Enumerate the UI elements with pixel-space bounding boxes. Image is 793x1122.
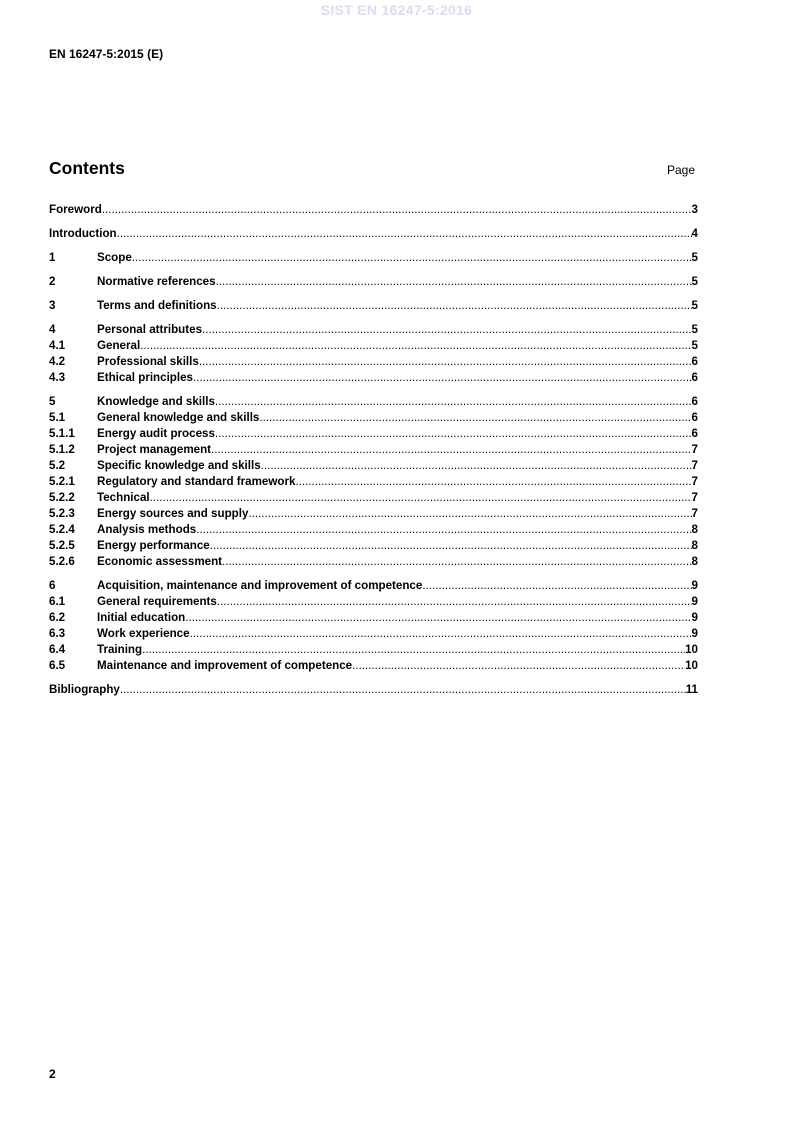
toc-number: 4.3 — [49, 371, 66, 384]
toc-title: Economic assessment — [97, 555, 223, 568]
toc-entry[interactable] — [49, 370, 698, 386]
toc-number: 5.2.5 — [49, 539, 75, 552]
toc-entry[interactable] — [49, 394, 698, 410]
toc-number: 4.1 — [49, 339, 66, 352]
toc-title: Training — [97, 643, 143, 656]
toc-title: Regulatory and standard framework — [97, 475, 296, 488]
toc-number: 2 — [49, 275, 56, 288]
toc-number: 5.1.1 — [49, 427, 75, 440]
toc-title: Initial education — [97, 611, 186, 624]
toc-page: 5 — [691, 251, 698, 264]
toc-title: Energy sources and supply — [97, 507, 249, 520]
toc-number: 5.2 — [49, 459, 66, 472]
toc-entry[interactable] — [49, 626, 698, 642]
toc-page: 9 — [691, 579, 698, 592]
toc-number: 3 — [49, 299, 56, 312]
toc-page: 8 — [691, 555, 698, 568]
toc-title: General — [97, 339, 141, 352]
toc-page: 6 — [691, 411, 698, 424]
toc-entry[interactable] — [49, 490, 698, 506]
toc-entry[interactable] — [49, 578, 698, 594]
toc-page: 5 — [691, 275, 698, 288]
toc-page: 7 — [691, 491, 698, 504]
toc-number: 5 — [49, 395, 56, 408]
toc-title: Technical — [97, 491, 150, 504]
page-column-label: Page — [667, 163, 696, 177]
toc-number: 6.3 — [49, 627, 66, 640]
toc-entry[interactable] — [49, 554, 698, 570]
toc-entry[interactable] — [49, 442, 698, 458]
toc-title: Foreword — [49, 203, 102, 216]
toc-entry[interactable] — [49, 682, 698, 698]
toc-number: 6.1 — [49, 595, 66, 608]
toc-page: 3 — [691, 203, 698, 216]
watermark: SIST EN 16247-5:2016 — [320, 2, 473, 18]
toc-entry[interactable] — [49, 458, 698, 474]
toc-page: 9 — [691, 611, 698, 624]
toc-page: 9 — [691, 595, 698, 608]
toc-number: 6.5 — [49, 659, 66, 672]
toc-title: Ethical principles — [97, 371, 193, 384]
toc-title: Energy audit process — [97, 427, 215, 440]
toc-entry[interactable] — [49, 202, 698, 218]
toc-title: Analysis methods — [97, 523, 197, 536]
toc-page: 7 — [691, 459, 698, 472]
toc-page: 6 — [691, 371, 698, 384]
toc-title: Knowledge and skills — [97, 395, 215, 408]
toc-entry[interactable] — [49, 474, 698, 490]
toc-title: General requirements — [97, 595, 217, 608]
toc-entry[interactable] — [49, 658, 698, 674]
toc-page: 7 — [691, 443, 698, 456]
toc-title: Scope — [97, 251, 132, 264]
toc-page: 7 — [691, 475, 698, 488]
toc-title: Professional skills — [97, 355, 199, 368]
toc-entry[interactable] — [49, 538, 698, 554]
toc-page: 5 — [691, 299, 698, 312]
toc-page: 4 — [691, 227, 698, 240]
toc-entry[interactable] — [49, 642, 698, 658]
toc-entry[interactable] — [49, 298, 698, 314]
footer-page-number: 2 — [49, 1067, 56, 1081]
toc-title: Project management — [97, 443, 212, 456]
toc-entry[interactable] — [49, 338, 698, 354]
toc-title: Energy performance — [97, 539, 210, 552]
toc-entry[interactable] — [49, 610, 698, 626]
toc-title: General knowledge and skills — [97, 411, 260, 424]
toc-page: 8 — [691, 523, 698, 536]
toc-number: 5.1 — [49, 411, 66, 424]
toc-number: 1 — [49, 251, 56, 264]
document-id: EN 16247-5:2015 (E) — [49, 47, 164, 61]
toc-page: 5 — [691, 323, 698, 336]
toc-number: 6.4 — [49, 643, 66, 656]
toc-page: 5 — [691, 339, 698, 352]
toc-number: 5.2.3 — [49, 507, 75, 520]
toc-title: Bibliography — [49, 683, 120, 696]
toc-number: 4.2 — [49, 355, 66, 368]
toc-page: 6 — [691, 427, 698, 440]
toc-number: 5.2.4 — [49, 523, 75, 536]
toc-page: 10 — [685, 659, 698, 672]
toc-entry[interactable] — [49, 226, 698, 242]
toc-title: Specific knowledge and skills — [97, 459, 261, 472]
toc-page: 8 — [691, 539, 698, 552]
toc-title: Terms and definitions — [97, 299, 217, 312]
toc-title: Personal attributes — [97, 323, 203, 336]
toc-entry[interactable] — [49, 594, 698, 610]
toc-title: Introduction — [49, 227, 117, 240]
contents-title: Contents — [49, 158, 125, 178]
toc-title: Work experience — [97, 627, 190, 640]
toc-number: 5.2.6 — [49, 555, 75, 568]
toc-number: 5.1.2 — [49, 443, 75, 456]
toc-title: Acquisition, maintenance and improvement of competence — [97, 579, 423, 592]
toc-entry[interactable] — [49, 250, 698, 266]
table-of-contents — [49, 202, 698, 698]
toc-entry[interactable] — [49, 354, 698, 370]
toc-entry[interactable] — [49, 522, 698, 538]
toc-number: 5.2.1 — [49, 475, 75, 488]
toc-page: 9 — [691, 627, 698, 640]
toc-page: 6 — [691, 395, 698, 408]
toc-page: 6 — [691, 355, 698, 368]
toc-page: 7 — [691, 507, 698, 520]
toc-page: 10 — [685, 643, 698, 656]
toc-entry[interactable] — [49, 426, 698, 442]
toc-number: 6.2 — [49, 611, 66, 624]
toc-number: 4 — [49, 323, 56, 336]
toc-entry[interactable] — [49, 274, 698, 290]
toc-page: 11 — [685, 683, 698, 696]
toc-entry[interactable] — [49, 410, 698, 426]
toc-number: 6 — [49, 579, 56, 592]
toc-entry[interactable] — [49, 506, 698, 522]
toc-number: 5.2.2 — [49, 491, 75, 504]
toc-entry[interactable] — [49, 322, 698, 338]
toc-title: Maintenance and improvement of competence — [97, 659, 353, 672]
toc-title: Normative references — [97, 275, 216, 288]
